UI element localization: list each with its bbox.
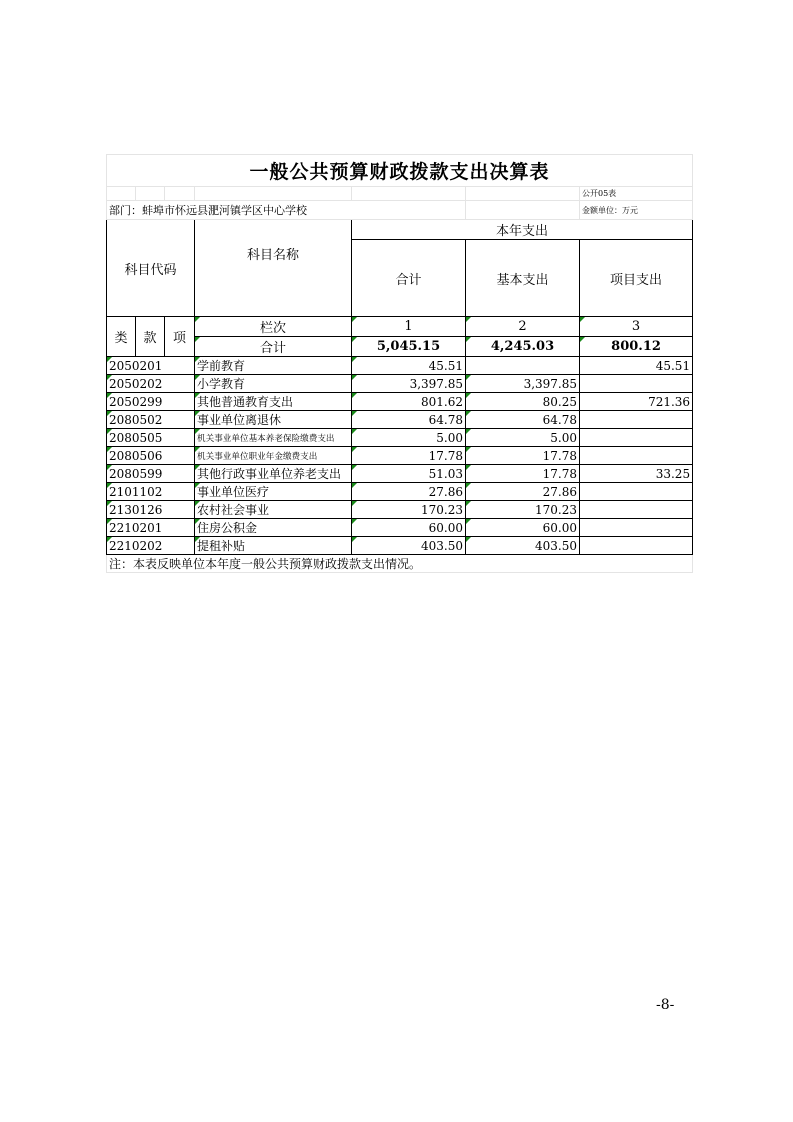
unit-label: 金额单位：万元 (580, 201, 693, 220)
page-number: -8- (656, 997, 675, 1013)
subject-code-cell: 2080506 (107, 447, 195, 465)
project-cell: 45.51 (580, 357, 693, 375)
data-rows (107, 357, 693, 555)
total-cell: 45.51 (352, 357, 466, 375)
subject-name-header: 科目名称 (195, 220, 352, 317)
basic-cell: 170.23 (466, 501, 580, 519)
subject-name-cell: 学前教育 (195, 357, 352, 375)
basic-cell: 403.50 (466, 537, 580, 555)
table-row (107, 501, 693, 519)
subject-code-cell: 2210202 (107, 537, 195, 555)
project-cell (580, 447, 693, 465)
table-row (107, 537, 693, 555)
sum-basic: 4,245.03 (466, 337, 580, 357)
project-cell (580, 483, 693, 501)
subject-name-cell: 机关事业单位职业年金缴费支出 (195, 447, 352, 465)
basic-cell: 17.78 (466, 465, 580, 483)
subject-code-cell: 2101102 (107, 483, 195, 501)
lei-header: 类 (107, 317, 136, 357)
column-3-index: 3 (580, 317, 693, 337)
note-row (107, 555, 693, 573)
table-row (107, 447, 693, 465)
column-index-row (107, 317, 693, 337)
total-cell: 51.03 (352, 465, 466, 483)
basic-cell (466, 357, 580, 375)
basic-cell: 3,397.85 (466, 375, 580, 393)
project-header: 项目支出 (580, 240, 693, 317)
table-row (107, 393, 693, 411)
basic-cell: 60.00 (466, 519, 580, 537)
subject-name-cell: 住房公积金 (195, 519, 352, 537)
form-number: 公开05表 (580, 187, 693, 201)
basic-cell: 5.00 (466, 429, 580, 447)
basic-header: 基本支出 (466, 240, 580, 317)
total-cell: 64.78 (352, 411, 466, 429)
subject-code-cell: 2210201 (107, 519, 195, 537)
current-year-header: 本年支出 (352, 220, 693, 240)
expenditure-table (106, 154, 693, 573)
sum-total: 5,045.15 (352, 337, 466, 357)
subject-name-cell: 其他普通教育支出 (195, 393, 352, 411)
project-cell: 721.36 (580, 393, 693, 411)
subject-code-cell: 2080599 (107, 465, 195, 483)
subject-name-cell: 事业单位离退休 (195, 411, 352, 429)
project-cell (580, 501, 693, 519)
table-row (107, 519, 693, 537)
total-cell: 3,397.85 (352, 375, 466, 393)
subject-name-cell: 其他行政事业单位养老支出 (195, 465, 352, 483)
table-row (107, 411, 693, 429)
project-cell (580, 519, 693, 537)
column-1-index: 1 (352, 317, 466, 337)
project-cell (580, 375, 693, 393)
totals-row (107, 337, 693, 357)
subject-name-cell: 机关事业单位基本养老保险缴费支出 (195, 429, 352, 447)
project-cell (580, 429, 693, 447)
basic-cell: 27.86 (466, 483, 580, 501)
department-label: 部门：蚌埠市怀远县淝河镇学区中心学校 (107, 201, 466, 220)
table-title: 一般公共预算财政拨款支出决算表 (107, 155, 693, 187)
sum-label: 合计 (195, 337, 352, 357)
table-row (107, 465, 693, 483)
total-cell: 403.50 (352, 537, 466, 555)
subject-code-cell: 2080502 (107, 411, 195, 429)
basic-cell: 17.78 (466, 447, 580, 465)
table-row (107, 483, 693, 501)
header-row-1 (107, 220, 693, 240)
kuan-header: 款 (136, 317, 165, 357)
subject-name-cell: 事业单位医疗 (195, 483, 352, 501)
form-no-row (107, 187, 693, 201)
column-2-index: 2 (466, 317, 580, 337)
table-row (107, 429, 693, 447)
subject-code-cell: 2080505 (107, 429, 195, 447)
budget-expenditure-sheet (106, 154, 692, 573)
subject-code-cell: 2130126 (107, 501, 195, 519)
subject-code-cell: 2050299 (107, 393, 195, 411)
total-header: 合计 (352, 240, 466, 317)
total-cell: 801.62 (352, 393, 466, 411)
column-index-label: 栏次 (195, 317, 352, 337)
table-row (107, 357, 693, 375)
total-cell: 27.86 (352, 483, 466, 501)
subject-code-header: 科目代码 (107, 220, 195, 317)
total-cell: 60.00 (352, 519, 466, 537)
project-cell (580, 411, 693, 429)
table-note: 注：本表反映单位本年度一般公共预算财政拨款支出情况。 (107, 555, 693, 573)
subject-code-cell: 2050201 (107, 357, 195, 375)
subject-code-cell: 2050202 (107, 375, 195, 393)
subject-name-cell: 农村社会事业 (195, 501, 352, 519)
project-cell: 33.25 (580, 465, 693, 483)
xiang-header: 项 (165, 317, 195, 357)
subject-name-cell: 提租补贴 (195, 537, 352, 555)
subject-name-cell: 小学教育 (195, 375, 352, 393)
sum-project: 800.12 (580, 337, 693, 357)
total-cell: 17.78 (352, 447, 466, 465)
total-cell: 170.23 (352, 501, 466, 519)
basic-cell: 80.25 (466, 393, 580, 411)
table-row (107, 375, 693, 393)
basic-cell: 64.78 (466, 411, 580, 429)
total-cell: 5.00 (352, 429, 466, 447)
department-row (107, 201, 693, 220)
project-cell (580, 537, 693, 555)
title-row (107, 155, 693, 187)
